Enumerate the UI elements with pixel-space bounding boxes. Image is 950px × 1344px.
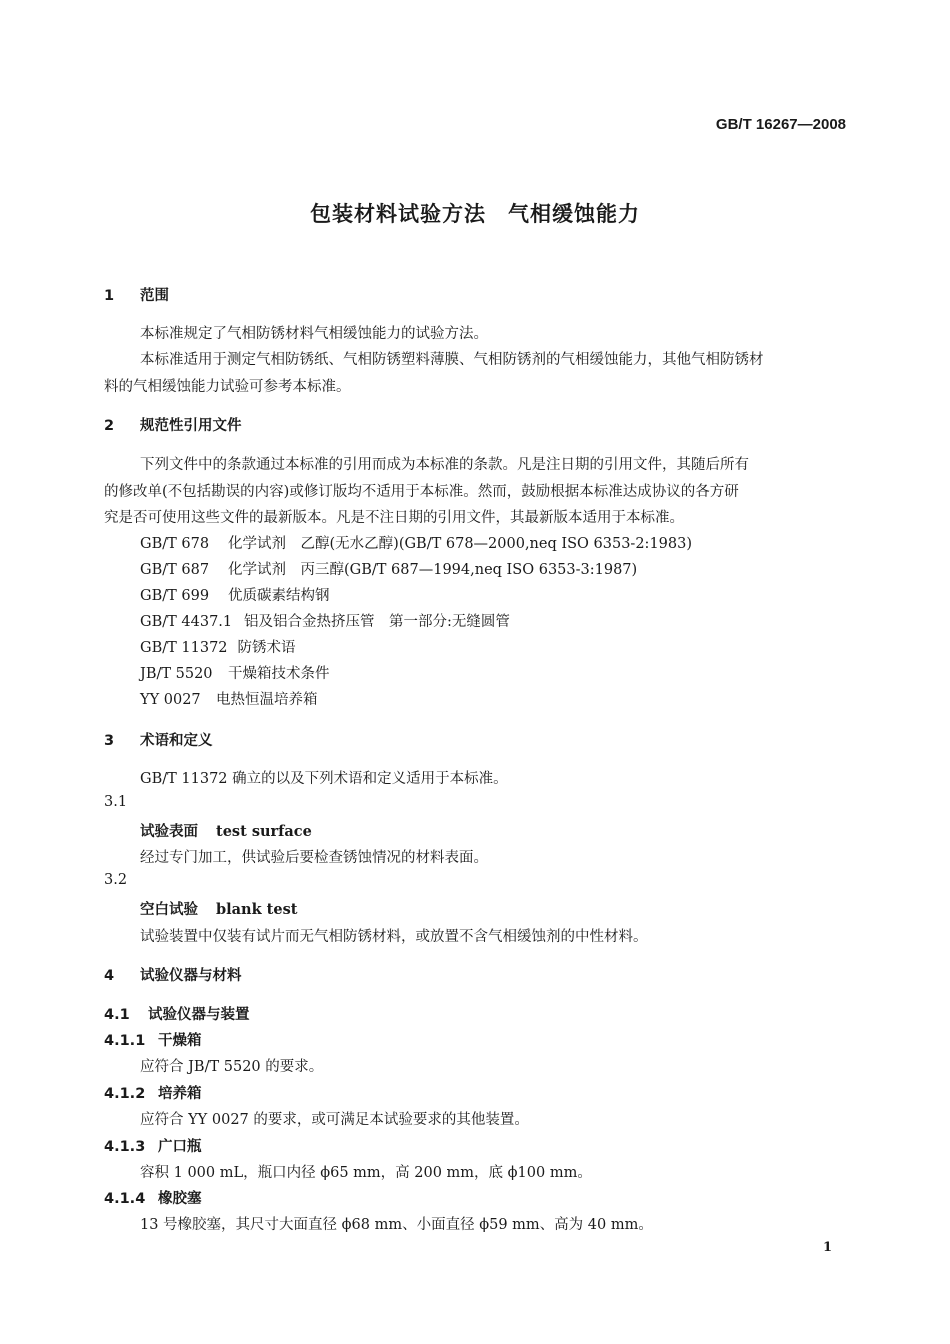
paragraph-continuation: 究是否可使用这些文件的最新版本。凡是不注日期的引用文件，其最新版本适用于本标准。 <box>104 510 684 526</box>
paragraph-continuation: 料的气相缓蚀能力试验可参考本标准。 <box>104 379 351 395</box>
clause-text: 13 号橡胶塞，其尺寸大面直径 ϕ68 mm、小面直径 ϕ59 mm、高为 40 mm。 <box>140 1217 653 1233</box>
subsection-title: 试验仪器与装置 <box>148 1007 250 1023</box>
clause-number: 4.1.4 <box>104 1191 146 1207</box>
term-definition: 试验装置中仅装有试片而无气相防锈材料，或放置不含气相缓蚀剂的中性材料。 <box>140 929 648 945</box>
reference-title: 电热恒温培养箱 <box>216 692 318 708</box>
section-number: 2 <box>104 418 115 434</box>
term-title <box>140 898 297 919</box>
reference-item <box>140 610 510 631</box>
clause-title: 培养箱 <box>158 1086 202 1102</box>
reference-code: GB/T 699 <box>140 588 210 604</box>
clause-text: 应符合 JB/T 5520 的要求。 <box>140 1059 324 1075</box>
section-title: 试验仪器与材料 <box>140 968 242 984</box>
section-title: 范围 <box>140 288 169 304</box>
reference-title: 防锈术语 <box>237 640 296 656</box>
clause-title: 橡胶塞 <box>158 1191 202 1207</box>
reference-code: GB/T 678 <box>140 536 210 552</box>
paragraph: 下列文件中的条款通过本标准的引用而成为本标准的条款。凡是注日期的引用文件，其随后所有 <box>140 457 749 473</box>
document-title: 包装材料试验方法 气相缓蚀能力 <box>310 202 640 226</box>
clause-text: 应符合 YY 0027 的要求，或可满足本试验要求的其他装置。 <box>140 1112 529 1128</box>
clause-heading <box>104 1082 202 1103</box>
reference-item <box>140 662 330 683</box>
term-en: test surface <box>216 823 312 840</box>
term-zh: 空白试验 <box>140 902 198 918</box>
paragraph: 本标准适用于测定气相防锈纸、气相防锈塑料薄膜、气相防锈剂的气相缓蚀能力，其他气相防锈材 <box>140 352 764 368</box>
subsection-heading <box>104 1003 250 1024</box>
section-title: 规范性引用文件 <box>140 418 242 434</box>
reference-item <box>140 636 296 657</box>
reference-item <box>140 532 692 553</box>
reference-item <box>140 584 330 605</box>
term-number: 3.1 <box>104 794 128 810</box>
paragraph: GB/T 11372 确立的以及下列术语和定义适用于本标准。 <box>140 771 508 787</box>
term-title <box>140 820 312 841</box>
reference-code: JB/T 5520 <box>140 666 213 682</box>
clause-heading <box>104 1187 202 1208</box>
reference-title: 化学试剂 丙三醇(GB/T 687—1994,neq ISO 6353-3:1987) <box>228 562 638 578</box>
reference-item <box>140 558 637 579</box>
reference-code: GB/T 4437.1 <box>140 614 233 630</box>
section-number: 3 <box>104 733 115 749</box>
reference-title: 优质碳素结构钢 <box>228 588 330 604</box>
section-2-heading <box>104 414 242 435</box>
section-4-heading <box>104 964 242 985</box>
reference-title: 干燥箱技术条件 <box>228 666 330 682</box>
section-title: 术语和定义 <box>140 733 213 749</box>
paragraph: 本标准规定了气相防锈材料气相缓蚀能力的试验方法。 <box>140 326 488 342</box>
clause-number: 4.1.2 <box>104 1086 146 1102</box>
term-definition: 经过专门加工，供试验后要检查锈蚀情况的材料表面。 <box>140 850 488 866</box>
clause-number: 4.1.3 <box>104 1139 146 1155</box>
reference-code: GB/T 687 <box>140 562 210 578</box>
reference-code: GB/T 11372 <box>140 640 228 656</box>
clause-text: 容积 1 000 mL，瓶口内径 ϕ65 mm，高 200 mm，底 ϕ100 mm。 <box>140 1165 592 1181</box>
page-number: 1 <box>822 1240 832 1255</box>
subsection-number: 4.1 <box>104 1007 130 1023</box>
reference-title: 铝及铝合金热挤压管 第一部分:无缝圆管 <box>244 614 510 630</box>
clause-title: 干燥箱 <box>158 1033 202 1049</box>
clause-heading <box>104 1135 202 1156</box>
term-en: blank test <box>216 901 298 918</box>
section-number: 4 <box>104 968 115 984</box>
paragraph-continuation: 的修改单(不包括勘误的内容)或修订版均不适用于本标准。然而，鼓励根据本标准达成协议的各方研 <box>104 484 739 500</box>
clause-title: 广口瓶 <box>158 1139 202 1155</box>
section-number: 1 <box>104 288 115 304</box>
reference-code: YY 0027 <box>140 692 201 708</box>
reference-title: 化学试剂 乙醇(无水乙醇)(GB/T 678—2000,neq ISO 6353-2:1983) <box>228 536 692 552</box>
standard-code: GB/T 16267—2008 <box>715 116 846 133</box>
reference-item <box>140 688 318 709</box>
term-number: 3.2 <box>104 872 128 888</box>
section-1-heading <box>104 284 169 305</box>
clause-number: 4.1.1 <box>104 1033 146 1049</box>
section-3-heading <box>104 729 213 750</box>
term-zh: 试验表面 <box>140 824 198 840</box>
clause-heading <box>104 1029 202 1050</box>
